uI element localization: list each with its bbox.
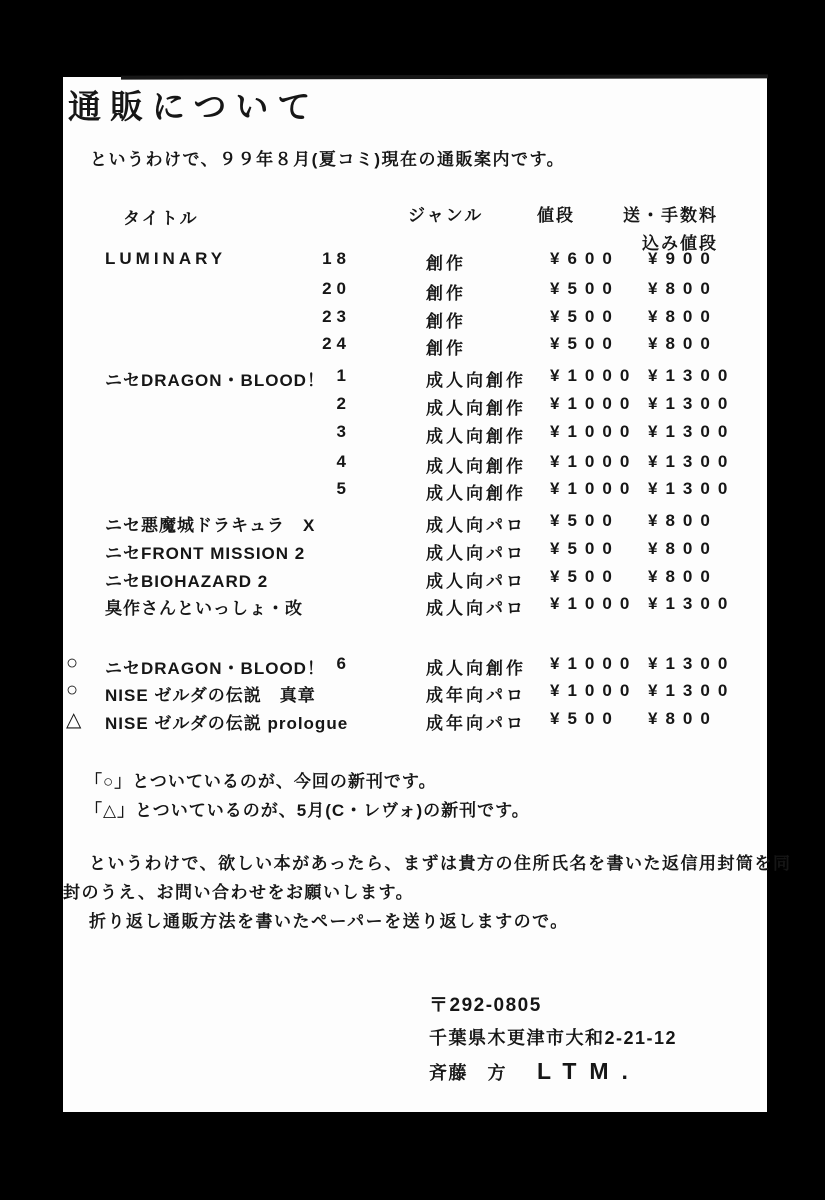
table-row: [63, 366, 767, 390]
row-genre: 成年向パロ: [426, 686, 526, 705]
row-volume-number: 4: [336, 452, 351, 471]
row-price: ¥500: [550, 307, 620, 326]
row-genre: 成人向創作: [426, 399, 526, 418]
table-row: [63, 654, 767, 678]
row-price: ¥1000: [550, 422, 638, 441]
mail-order-info-page: [63, 77, 792, 1112]
row-volume-number: 23: [322, 307, 351, 326]
closing-line-3: 折り返し通販方法を書いたペーパーを送り返しますので。: [89, 912, 569, 931]
table-row: [63, 594, 767, 618]
row-genre: 創作: [426, 339, 466, 358]
row-total-price: ¥900: [648, 249, 718, 268]
row-total-price: ¥1300: [648, 681, 736, 700]
row-genre: 成人向パロ: [426, 516, 526, 535]
row-price: ¥1000: [550, 452, 638, 471]
row-price: ¥500: [550, 511, 620, 530]
row-title: ニセ悪魔城ドラキュラ X: [105, 516, 316, 535]
row-volume-number: 3: [336, 422, 351, 441]
row-total-price: ¥800: [648, 279, 718, 298]
row-total-price: ¥800: [648, 709, 718, 728]
row-genre: 成人向創作: [426, 484, 526, 503]
col-header-shipping-total: 込み値段: [642, 234, 718, 253]
row-volume-number: 1: [336, 366, 351, 385]
row-price: ¥1000: [550, 366, 638, 385]
row-total-price: ¥800: [648, 334, 718, 353]
row-total-price: ¥1300: [648, 654, 736, 673]
row-genre: 創作: [426, 284, 466, 303]
col-header-genre: ジャンル: [408, 206, 484, 225]
table-row: [63, 511, 767, 535]
table-row: [63, 394, 767, 418]
row-genre: 成人向パロ: [426, 572, 526, 591]
row-price: ¥600: [550, 249, 620, 268]
row-title: NISE ゼルダの伝説 prologue: [105, 714, 349, 733]
postal-code: 〒292-0805: [429, 995, 542, 1016]
col-header-price: 値段: [537, 206, 575, 225]
row-price: ¥1000: [550, 681, 638, 700]
table-row: [63, 479, 767, 503]
row-total-price: ¥1300: [648, 394, 736, 413]
row-genre: 成人向パロ: [426, 599, 526, 618]
table-row: [63, 279, 767, 303]
row-total-price: ¥1300: [648, 594, 736, 613]
row-price: ¥500: [550, 539, 620, 558]
note-triangle-marker: 「△」とついているのが、5月(C・レヴォ)の新刊です。: [85, 801, 530, 820]
table-row: [63, 539, 767, 563]
row-genre: 成人向創作: [426, 659, 526, 678]
row-price: ¥500: [550, 334, 620, 353]
row-price: ¥1000: [550, 654, 638, 673]
row-title: ニセDRAGON・BLOOD！: [105, 371, 325, 390]
row-genre: 創作: [426, 254, 466, 273]
row-title: LUMINARY: [105, 249, 227, 268]
table-row: [63, 334, 767, 358]
row-genre: 成年向パロ: [426, 714, 526, 733]
closing-paragraph: [63, 849, 792, 936]
row-title: 臭作さんといっしょ・改: [105, 599, 303, 618]
row-volume-number: 5: [336, 479, 351, 498]
row-marker: ○: [66, 679, 79, 701]
row-price: ¥500: [550, 279, 620, 298]
col-header-shipping-fee: 送・手数料: [623, 206, 718, 225]
row-total-price: ¥1300: [648, 452, 736, 471]
note-circle-marker: 「○」とついているのが、今回の新刊です。: [85, 772, 437, 791]
recipient-name: 斉藤 方: [429, 1063, 507, 1083]
row-volume-number: 24: [322, 334, 351, 353]
row-genre: 創作: [426, 312, 466, 331]
row-volume-number: 2: [336, 394, 351, 413]
row-volume-number: 6: [336, 654, 351, 673]
row-title: NISE ゼルダの伝説 真章: [105, 686, 316, 705]
street-address: 千葉県木更津市大和2-21-12: [429, 1028, 678, 1048]
row-total-price: ¥800: [648, 539, 718, 558]
row-price: ¥1000: [550, 394, 638, 413]
row-total-price: ¥800: [648, 567, 718, 586]
row-title: ニセBIOHAZARD 2: [105, 572, 269, 591]
row-total-price: ¥1300: [648, 422, 736, 441]
row-title: ニセDRAGON・BLOOD！: [105, 659, 325, 678]
row-genre: 成人向創作: [426, 427, 526, 446]
row-genre: 成人向創作: [426, 457, 526, 476]
table-row: [63, 709, 767, 733]
table-row: [63, 307, 767, 331]
table-row: [63, 567, 767, 591]
row-genre: 成人向創作: [426, 371, 526, 390]
closing-line-1: というわけで、欲しい本があったら、まずは貴方の住所氏名を書いた返信用封筒を同: [89, 854, 792, 873]
row-total-price: ¥800: [648, 511, 718, 530]
intro-text: というわけで、９９年８月(夏コミ)現在の通販案内です。: [90, 150, 566, 169]
row-total-price: ¥800: [648, 307, 718, 326]
row-genre: 成人向パロ: [426, 544, 526, 563]
row-total-price: ¥1300: [648, 366, 736, 385]
row-title: ニセFRONT MISSION 2: [105, 544, 306, 563]
row-marker: ○: [66, 652, 79, 674]
table-row: [63, 422, 767, 446]
col-header-title: タイトル: [123, 209, 199, 228]
row-price: ¥500: [550, 709, 620, 728]
row-marker: △: [66, 709, 82, 731]
table-row: [63, 452, 767, 476]
row-total-price: ¥1300: [648, 479, 736, 498]
table-row: [63, 681, 767, 705]
row-volume-number: 18: [322, 249, 351, 268]
closing-line-2: 封のうえ、お問い合わせをお願いします。: [63, 883, 415, 902]
page-title: 通販について: [68, 88, 320, 125]
table-row: [63, 249, 767, 273]
row-price: ¥1000: [550, 594, 638, 613]
row-volume-number: 20: [322, 279, 351, 298]
address-block: [429, 989, 677, 1090]
row-price: ¥500: [550, 567, 620, 586]
circle-name: LTM.: [537, 1058, 641, 1084]
row-price: ¥1000: [550, 479, 638, 498]
recipient-line: [429, 1055, 677, 1090]
